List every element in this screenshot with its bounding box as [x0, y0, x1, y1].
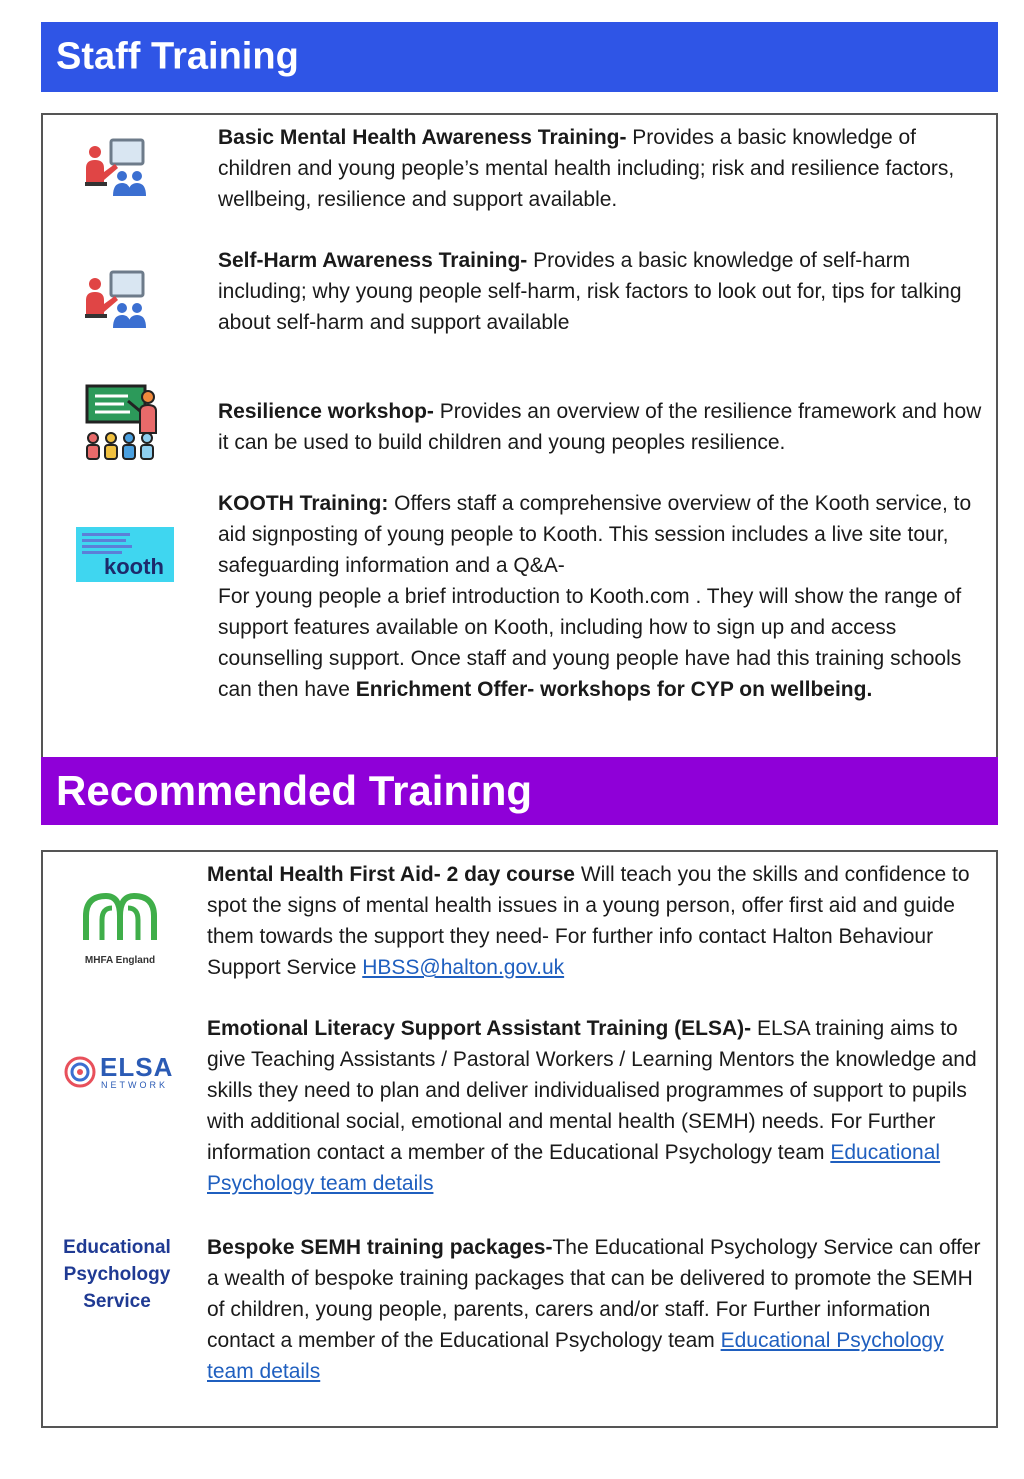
- entry-title: Bespoke SEMH training packages-: [207, 1236, 553, 1259]
- basic-mental-health-training: [218, 122, 993, 215]
- kooth-training: [218, 488, 993, 705]
- label-line: Service: [83, 1291, 151, 1312]
- elsa-logo-subtext: NETWORK: [101, 1080, 168, 1090]
- self-harm-training: [218, 245, 993, 338]
- entry-title: Mental Health First Aid- 2 day course: [207, 863, 575, 886]
- entry-text: Provides a basic knowledge of self-harm including; why young people self-harm, risk factors to look out for, tips for talking about self-harm and support available: [218, 249, 962, 334]
- resilience-workshop: [218, 396, 993, 458]
- enrichment-offer: Enrichment Offer- workshops for CYP on wellbeing.: [355, 678, 873, 701]
- mental-health-first-aid: [207, 859, 982, 983]
- mhfa-logo-mark: [78, 890, 162, 942]
- staff-training-title: Staff Training: [56, 35, 299, 78]
- entry-title: Basic Mental Health Awareness Training-: [218, 126, 627, 149]
- elsa-target-icon: [64, 1056, 96, 1088]
- entry-title: KOOTH Training:: [218, 492, 389, 515]
- label-line: Psychology: [63, 1264, 171, 1285]
- bespoke-semh-training: [207, 1232, 982, 1387]
- recommended-training-banner: [41, 757, 998, 825]
- entry-text: Will teach you the skills and confidence to spot the signs of mental health issues in a young person, offer first aid and guide them towards the support they need- For further info contact Halton Behaviour Support Service: [207, 863, 970, 979]
- educational-psychology-link[interactable]: Educational Psychology team details: [207, 1141, 941, 1195]
- entry-title: Resilience workshop-: [218, 400, 434, 423]
- training-presentation-icon: [85, 138, 147, 198]
- entry-text: Provides an overview of the resilience framework and how it can be used to build children and young peoples resilience.: [218, 400, 982, 454]
- recommended-training-title: Recommended Training: [56, 767, 533, 814]
- mhfa-england-logo: [78, 890, 162, 970]
- entry-text: Offers staff a comprehensive overview of the Kooth service, to aid signposting of young people to Kooth. This session includes a live site tour, safeguarding information and a Q&A-: [218, 492, 972, 577]
- entry-text: The Educational Psychology Service can offer a wealth of bespoke training packages that can be delivered to promote the SEMH of children, young people, parents, carers and/or staff. For Further information contact a member of the Educational Psychology team: [207, 1236, 981, 1352]
- hbss-email-link[interactable]: HBSS@halton.gov.uk: [362, 956, 565, 979]
- educational-psychology-service-label: [52, 1234, 182, 1315]
- educational-psychology-link[interactable]: Educational Psychology team details: [207, 1329, 944, 1383]
- entry-text: Provides a basic knowledge of children and young people’s mental health including; risk and resilience factors, wellbeing, resilience and support available.: [218, 126, 955, 211]
- elsa-training: [207, 1013, 982, 1199]
- entry-text: ELSA training aims to give Teaching Assistants / Pastoral Workers / Learning Mentors the knowledge and skills they need to plan and deliver individualised programmes of support to pupils with additional social, emotional and mental health (SEMH) needs. For Further information contact a member of the Educational Psychology team: [207, 1017, 977, 1164]
- mhfa-logo-text: MHFA England: [84, 955, 156, 966]
- staff-training-banner: [41, 22, 998, 92]
- staff-training-box: [41, 113, 998, 811]
- entry-title: Self-Harm Awareness Training-: [218, 249, 528, 272]
- kooth-logo-text: kooth: [104, 554, 164, 579]
- kooth-logo: [76, 527, 174, 582]
- entry-text-continued: For young people a brief introduction to Kooth.com . They will show the range of support features available on Kooth, including how to sign up and access counselling support. Once staff and young people have had this training schools can then have: [218, 585, 962, 701]
- entry-title: Emotional Literacy Support Assistant Training (ELSA)-: [207, 1017, 752, 1040]
- elsa-logo-text: ELSA: [100, 1052, 174, 1082]
- classroom-teacher-icon: [84, 383, 166, 463]
- label-line: Educational: [63, 1237, 171, 1258]
- elsa-network-logo: [64, 1052, 176, 1094]
- training-presentation-icon: [85, 270, 147, 330]
